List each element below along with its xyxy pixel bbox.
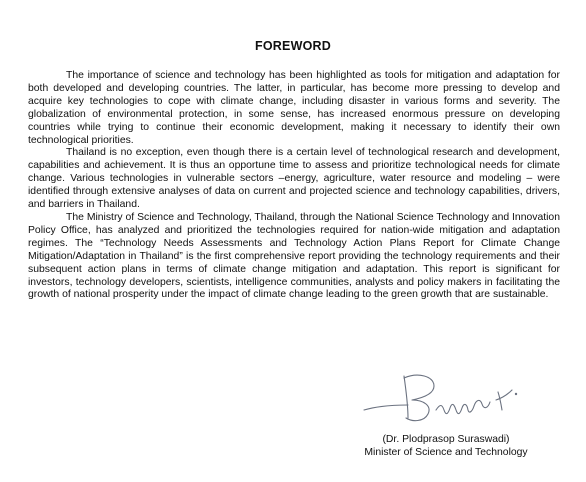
paragraph-2: Thailand is no exception, even though there is a certain level of technological research and development, capabilities and achievement. It is thus an opportune time to assess and prioritize technological needs for climate change. Various technologies in vulnerable sectors –energy, agriculture, water resource and modeling – were identified through extensive analyses of data on current and projected science and technology capabilities, drivers, and barriers in Thailand. <box>28 147 560 211</box>
page-title: FOREWORD <box>255 39 331 53</box>
paragraph-3: The Ministry of Science and Technology, Thailand, through the National Science Technology and Innovation Policy Office, has analyzed and prioritized the technologies required for nation-wide mitigation and adaptation regimes. The “Technology Needs Assessments and Technology Action Plans Report for Climate Change Mitigation/Adaptation in Thailand” is the first comprehensive report providing the technology requirements and their subsequent action plans in terms of climate change mitigation and adaptation. This report is significant for investors, technology developers, scientists, intelligence communities, analysts and policy makers in facilitating the growth of national prosperity under the impact of climate change leading to the green growth that are sustainable. <box>28 211 560 301</box>
foreword-body <box>28 70 560 302</box>
signatory-position: Minister of Science and Technology <box>364 447 528 458</box>
signatory-name: (Dr. Plodprasop Suraswadi) <box>382 434 510 445</box>
handwritten-signature <box>356 370 536 428</box>
paragraph-1: The importance of science and technology has been highlighted as tools for mitigation and adaptation for both developed and developing countries. The latter, in particular, has become more pressing to develop and acquire key technologies to cope with climate change, including disaster in various forms and severity. The globalization of environmental protection, in some sense, has increased enormous pressure on developing countries while trying to continue their economic development, making it necessary to identify their own technological priorities. <box>28 70 560 146</box>
signature-block <box>340 433 552 459</box>
